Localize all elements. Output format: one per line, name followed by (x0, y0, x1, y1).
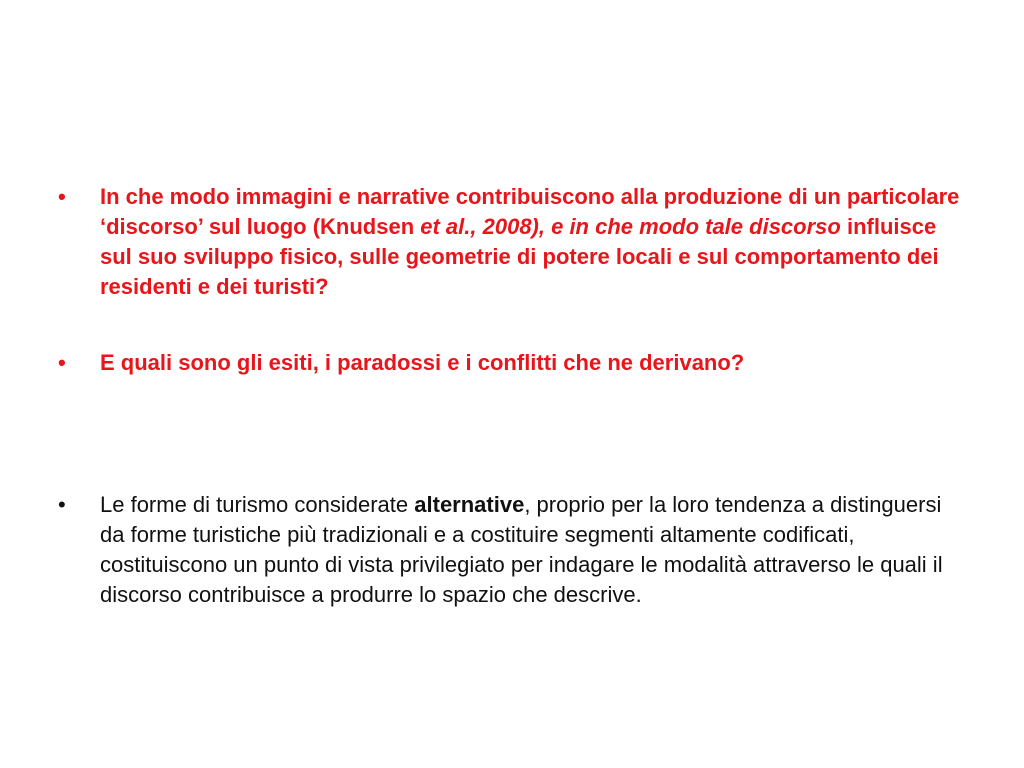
question-item-2 (58, 348, 968, 378)
question-1-text-end: influisce sul suo sviluppo fisico, sulle geometrie di potere locali e sul comportamento dei residenti e dei turisti? (100, 214, 939, 299)
question-list (58, 182, 968, 378)
bullet-marker: • (58, 492, 66, 517)
question-1-text-start: In che modo immagini e narrative contribuiscono alla produzione di un particolare ‘discorso’ sul luogo (Knudsen (100, 184, 960, 239)
statement-item (58, 490, 968, 610)
question-item-1 (58, 182, 968, 302)
statement-list (58, 490, 968, 610)
bullet-marker: • (58, 350, 66, 375)
statement-text-bold: alternative (414, 492, 525, 517)
question-2-text: E quali sono gli esiti, i paradossi e i conflitti che ne derivano? (100, 350, 745, 375)
bullet-marker: • (58, 184, 66, 209)
statement-text-start: Le forme di turismo considerate (100, 492, 415, 517)
question-1-text-italic: et al., 2008), e in che modo tale discorso (420, 214, 841, 239)
statement-text-end: , proprio per la loro tendenza a distinguersi da forme turistiche più tradizionali e a costituire segmenti altamente codificati, costituiscono un punto di vista privilegiato per indagare le modalità attraverso le quali il discorso contribuisce a produrre lo spazio che descrive. (100, 492, 943, 607)
